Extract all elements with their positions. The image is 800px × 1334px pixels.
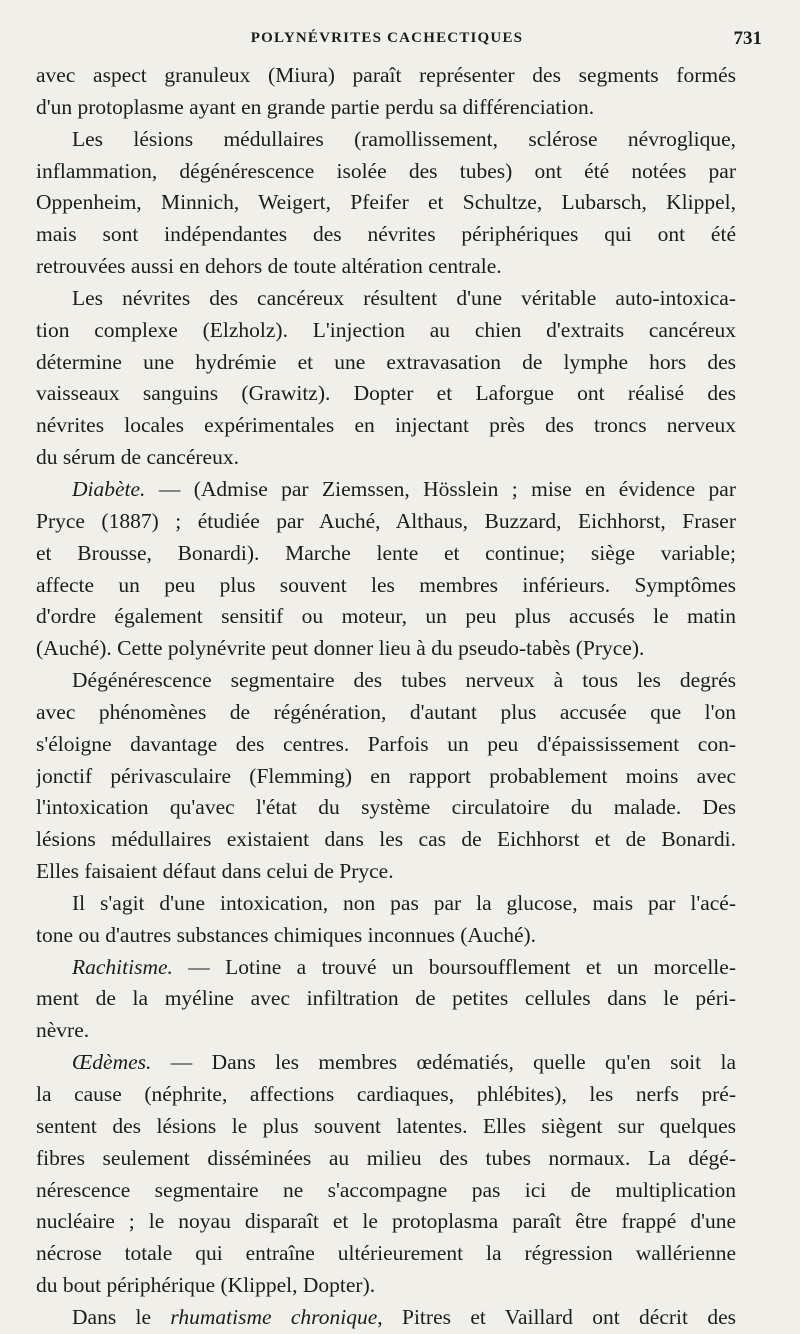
- text-line: [36, 315, 736, 347]
- text-segment: la cause (néphrite, affections cardiaques, phlébites), les nerfs pré-: [36, 1082, 736, 1106]
- text-line: [36, 156, 736, 188]
- text-line: [36, 124, 736, 156]
- text-segment: Pryce (1887) ; étudiée par Auché, Althaus, Buzzard, Eichhorst, Fraser: [36, 508, 736, 533]
- text-segment: Les lésions médullaires (ramollissement, sclérose névroglique,: [72, 126, 736, 151]
- text-segment: nécrose totale qui entraîne ultérieurement la régression wallérienne: [36, 1241, 736, 1266]
- text-line: [36, 633, 736, 665]
- text-segment: Elles faisaient défaut dans celui de Pryce.: [36, 859, 394, 884]
- text-segment: , Pitres et Vaillard ont décrit des: [377, 1304, 736, 1329]
- running-title: POLYNÉVRITES CACHECTIQUES: [250, 30, 524, 46]
- text-line: [36, 1206, 736, 1238]
- text-line: [36, 952, 736, 984]
- text-line: [36, 601, 736, 633]
- text-line: [36, 1270, 736, 1302]
- text-line: [36, 1047, 736, 1079]
- text-segment: mais sont indépendantes des névrites périphériques qui ont été: [36, 222, 736, 247]
- text-segment: sentent des lésions le plus souvent latentes. Elles siègent sur quelques: [36, 1113, 736, 1138]
- running-header: [36, 26, 762, 52]
- text-segment: et Brousse, Bonardi). Marche lente et continue; siège variable;: [36, 540, 736, 565]
- text-segment: inflammation, dégénérescence isolée des tubes) ont été notées par: [36, 158, 736, 183]
- text-line: [36, 920, 736, 952]
- text-line: [36, 1302, 736, 1334]
- text-segment: — Lotine a trouvé un boursoufflement et un morcelle-: [172, 954, 736, 979]
- page-number: 731: [733, 28, 762, 49]
- text-segment: nucléaire ; le noyau disparaît et le protoplasma paraît être frappé d'une: [36, 1209, 736, 1234]
- text-line: [36, 442, 736, 474]
- text-segment: l'intoxication qu'avec l'état du système circulatoire du malade. Des: [36, 795, 736, 820]
- text-line: [36, 506, 736, 538]
- italic-term: Œdèmes.: [72, 1050, 152, 1075]
- text-segment: tone ou d'autres substances chimiques inconnues (Auché).: [36, 922, 537, 947]
- text-line: [36, 1079, 736, 1111]
- italic-term: Diabète.: [72, 476, 146, 501]
- text-line: [36, 1111, 736, 1143]
- text-segment: d'ordre également sensitif ou moteur, un peu plus accusés le matin: [36, 604, 736, 629]
- text-segment: tion complexe (Elzholz). L'injection au chien d'extraits cancéreux: [36, 317, 736, 342]
- text-line: [36, 378, 736, 410]
- text-segment: nèvre.: [36, 1018, 90, 1043]
- text-segment: Dégénérescence segmentaire des tubes nerveux à tous les degrés: [72, 668, 736, 693]
- text-line: [36, 729, 736, 761]
- text-segment: affecte un peu plus souvent les membres inférieurs. Symptômes: [36, 572, 736, 597]
- text-line: [36, 570, 736, 602]
- text-segment: lésions médullaires existaient dans les cas de Eichhorst et de Bonardi.: [36, 827, 736, 852]
- text-line: [36, 187, 736, 219]
- text-line: [36, 92, 736, 124]
- text-segment: (Auché). Cette polynévrite peut donner lieu à du pseudo-tabès (Pryce).: [36, 636, 645, 661]
- text-line: [36, 665, 736, 697]
- text-segment: d'un protoplasme ayant en grande partie perdu sa différenciation.: [36, 94, 595, 119]
- body-text: [36, 60, 736, 1334]
- text-line: [36, 1015, 736, 1047]
- text-segment: Les névrites des cancéreux résultent d'une véritable auto-intoxica-: [72, 285, 736, 310]
- text-line: [36, 697, 736, 729]
- text-segment: Dans le: [72, 1304, 171, 1329]
- text-line: [36, 219, 736, 251]
- text-segment: Il s'agit d'une intoxication, non pas par la glucose, mais par l'acé-: [72, 890, 736, 915]
- text-line: [36, 792, 736, 824]
- text-segment: détermine une hydrémie et une extravasation de lymphe hors des: [36, 349, 736, 374]
- text-segment: — Dans les membres œdématiés, quelle qu'en soit la: [151, 1050, 736, 1075]
- text-segment: vaisseaux sanguins (Grawitz). Dopter et Laforgue ont réalisé des: [36, 381, 736, 406]
- text-line: [36, 1143, 736, 1175]
- text-segment: fibres seulement disséminées au milieu des tubes normaux. La dégé-: [36, 1145, 736, 1170]
- text-segment: Oppenheim, Minnich, Weigert, Pfeifer et Schultze, Lubarsch, Klippel,: [36, 190, 736, 215]
- text-segment: du sérum de cancéreux.: [36, 445, 239, 470]
- text-line: [36, 1175, 736, 1207]
- text-line: [36, 410, 736, 442]
- text-line: [36, 347, 736, 379]
- italic-term: Rachitisme.: [72, 954, 173, 979]
- text-line: [36, 283, 736, 315]
- text-segment: du bout périphérique (Klippel, Dopter).: [36, 1273, 376, 1298]
- text-segment: névrites locales expérimentales en injectant près des troncs nerveux: [36, 413, 736, 438]
- text-line: [36, 474, 736, 506]
- text-segment: — (Admise par Ziemssen, Hösslein ; mise en évidence par: [145, 476, 736, 501]
- text-segment: retrouvées aussi en dehors de toute altération centrale.: [36, 254, 502, 279]
- text-line: [36, 856, 736, 888]
- text-segment: jonctif périvasculaire (Flemming) en rapport probablement moins avec: [36, 763, 736, 788]
- text-line: [36, 983, 736, 1015]
- text-line: [36, 761, 736, 793]
- text-segment: avec phénomènes de régénération, d'autant plus accusée que l'on: [36, 699, 736, 724]
- text-line: [36, 251, 736, 283]
- text-segment: nérescence segmentaire ne s'accompagne pas ici de multiplication: [36, 1177, 736, 1202]
- text-line: [36, 1238, 736, 1270]
- text-line: [36, 60, 736, 92]
- text-segment: ment de la myéline avec infiltration de petites cellules dans le péri-: [36, 986, 736, 1011]
- text-segment: avec aspect granuleux (Miura) paraît représenter des segments formés: [36, 63, 736, 87]
- text-line: [36, 538, 736, 570]
- text-line: [36, 888, 736, 920]
- text-segment: s'éloigne davantage des centres. Parfois un peu d'épaississement con-: [36, 731, 736, 756]
- text-line: [36, 824, 736, 856]
- italic-term: rhumatisme chronique: [170, 1304, 378, 1329]
